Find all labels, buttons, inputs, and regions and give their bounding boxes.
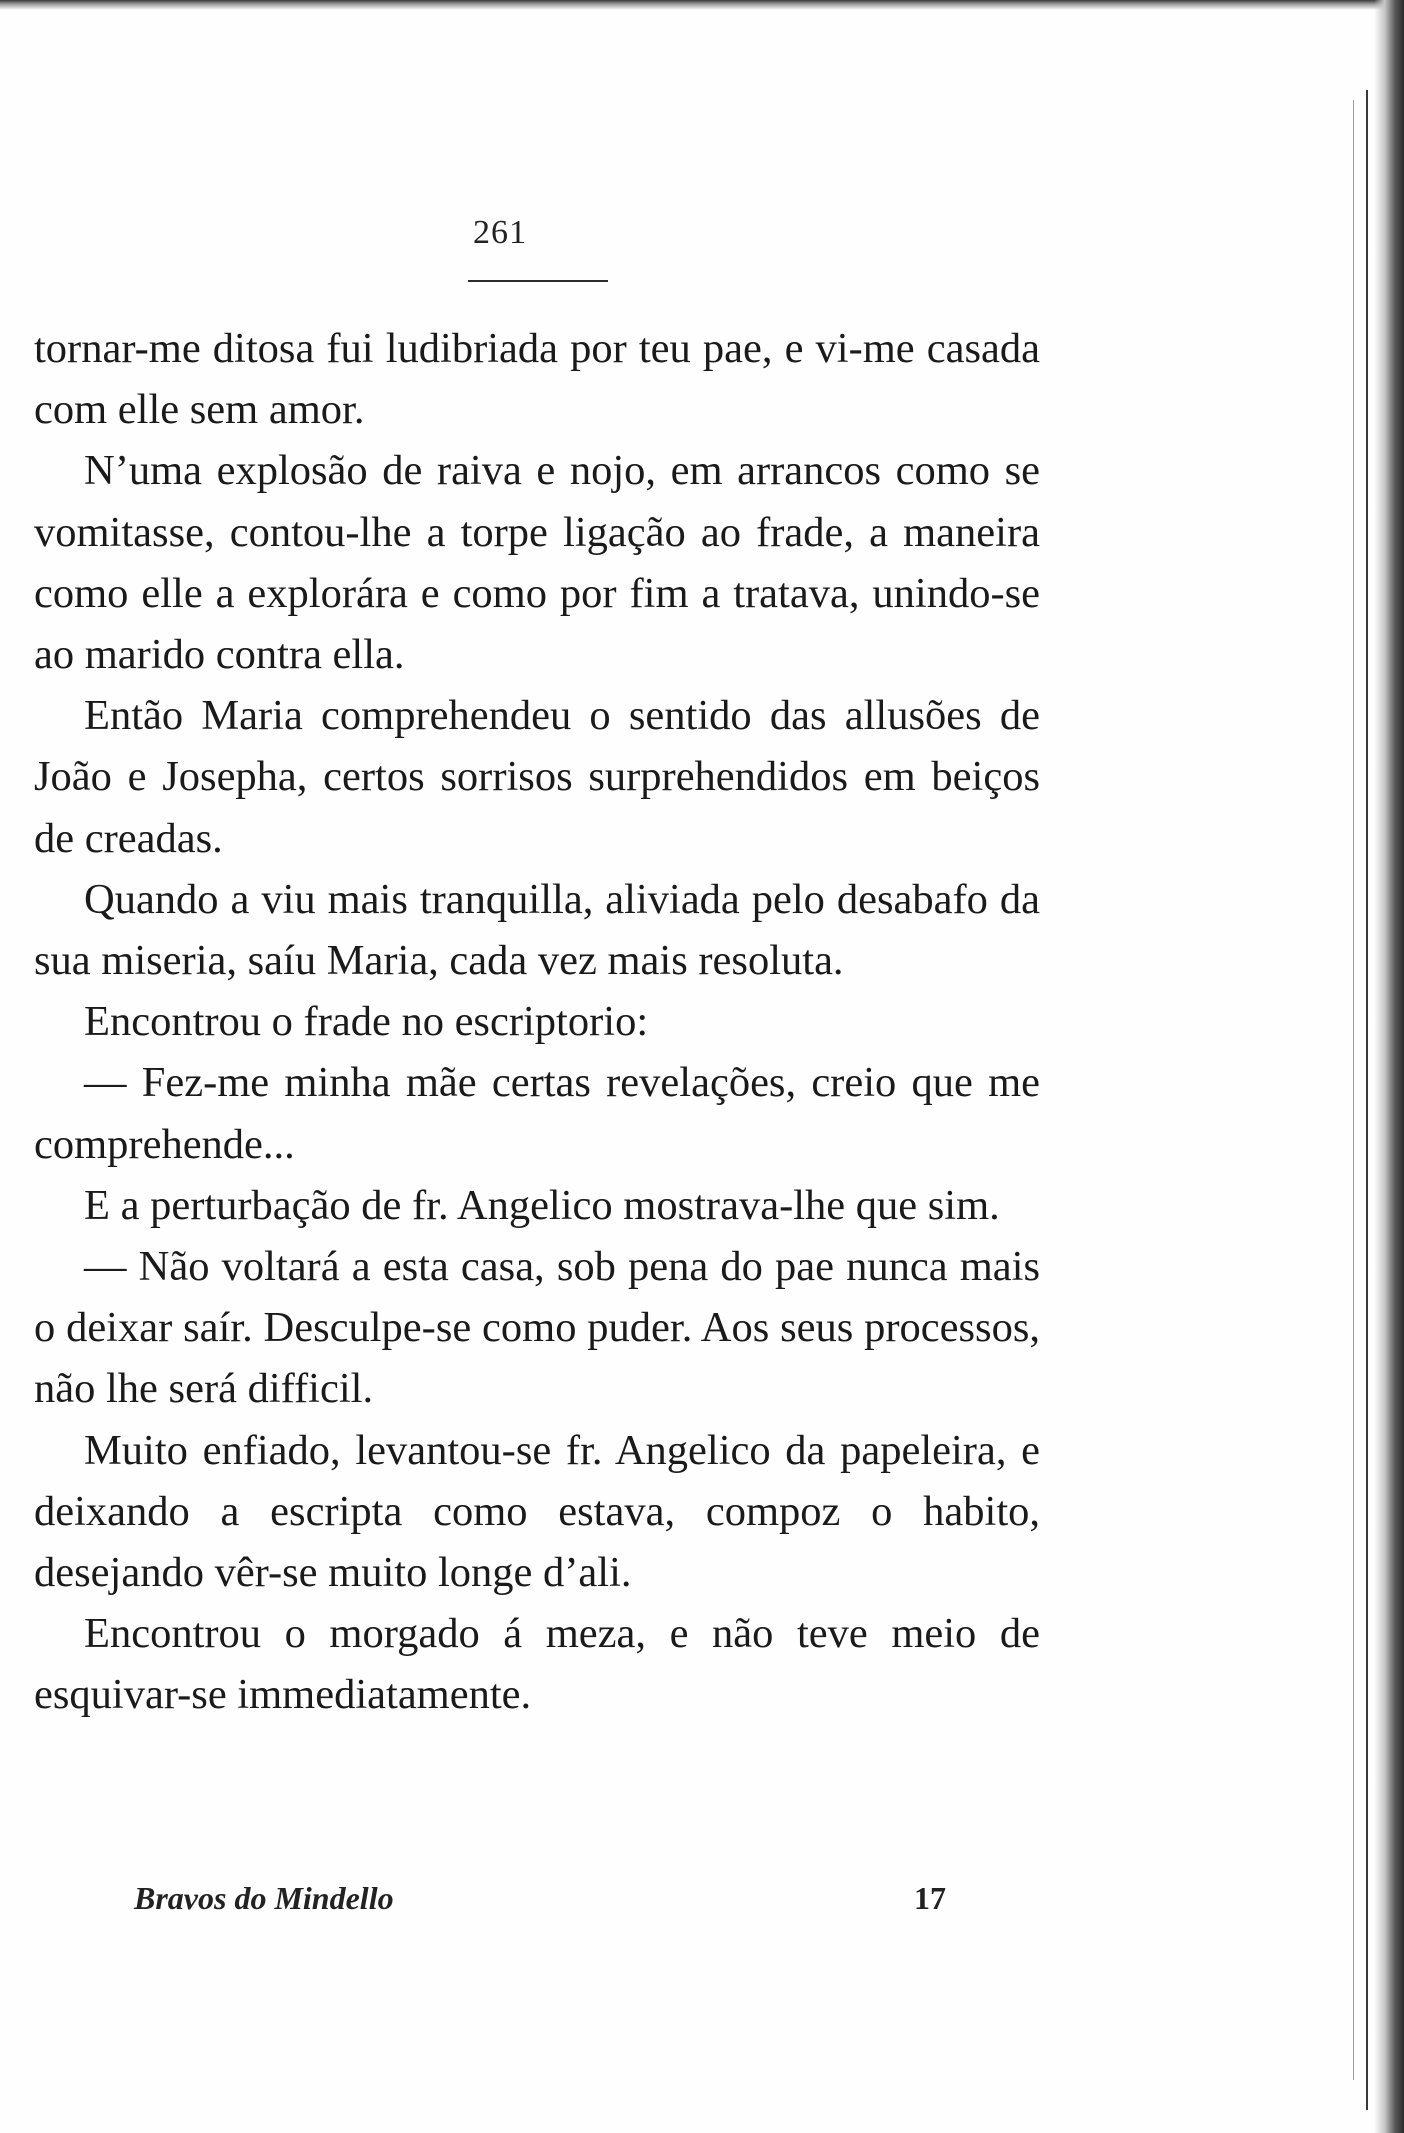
page-number: 261 bbox=[473, 214, 527, 251]
paragraph: Então Maria comprehendeu o sentido das allusões de João e Josepha, certos sorrisos surprehendidos em beiços de creadas. bbox=[34, 692, 1040, 862]
dialogue-paragraph: — Fez-me minha mãe certas revelações, creio que me comprehende... bbox=[34, 1059, 1040, 1168]
paragraph: Encontrou o frade no escriptorio: bbox=[84, 998, 649, 1046]
page-binding-edge bbox=[1374, 0, 1404, 2133]
paragraph: E a perturbação de fr. Angelico mostrava-lhe que sim. bbox=[84, 1181, 1000, 1229]
paragraph: Quando a viu mais tranquilla, aliviada pelo desabafo da sua miseria, saíu Maria, cada vez mais resoluta. bbox=[34, 875, 1040, 985]
footer-book-title: Bravos do Mindello bbox=[134, 1880, 394, 1916]
page-footer bbox=[0, 1880, 1404, 1928]
dialogue-paragraph: — Não voltará a esta casa, sob pena do pae nunca mais o deixar saír. Desculpe-se como puder. Aos seus processos, não lhe será difficil. bbox=[34, 1243, 1040, 1413]
page-top-edge bbox=[0, 0, 1404, 10]
page-edge-line-secondary bbox=[1353, 100, 1354, 2080]
paragraph: Muito enfiado, levantou-se fr. Angelico da papeleira, e deixando a escripta como estava, compoz o habito, desejando vêr-se muito longe d’ali. bbox=[34, 1426, 1040, 1597]
paragraph: N’uma explosão de raiva e nojo, em arrancos como se vomitasse, contou-lhe a torpe ligação ao frade, a maneira como elle a explorára e como por fim a tratava, unindo-se ao marido contra ella. bbox=[34, 447, 1040, 679]
page-edge-line bbox=[1366, 90, 1368, 2110]
header-rule bbox=[468, 280, 608, 282]
body-text bbox=[34, 318, 1040, 1726]
footer-signature-mark: 17 bbox=[914, 1880, 946, 1916]
paragraph: Encontrou o morgado á meza, e não teve meio de esquivar-se immediatamente. bbox=[34, 1610, 1040, 1719]
paragraph: tornar-me ditosa fui ludibriada por teu pae, e vi-me casada com elle sem amor. bbox=[34, 325, 1040, 434]
